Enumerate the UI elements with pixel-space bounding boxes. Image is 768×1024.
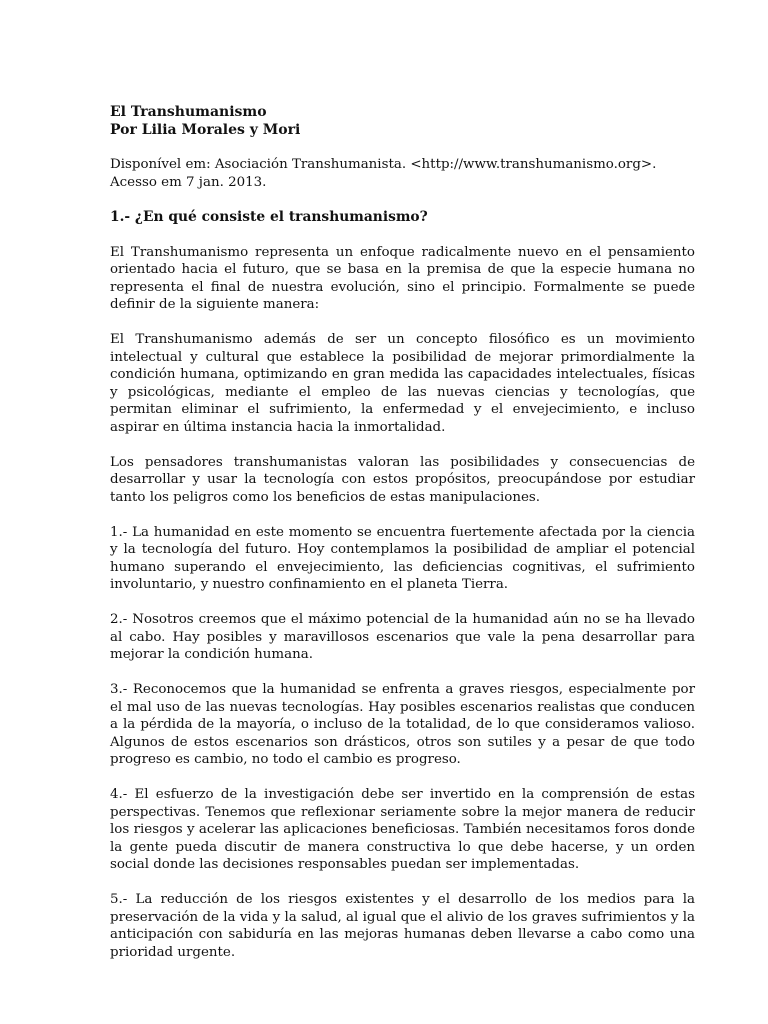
document-page <box>110 104 695 979</box>
paragraph-thinkers: Los pensadores transhumanistas valoran las posibilidades y consecuencias de desarrollar y usar la tecnología con estos propósitos, preocupándose por estudiar tanto los peligros como los beneficios de estas manipulaciones. <box>110 454 695 505</box>
paragraph-point-3: 3.- Reconocemos que la humanidad se enfrenta a graves riesgos, especialmente por el mal uso de las nuevas tecnologías. Hay posibles escenarios realistas que conducen a la pérdida de la mayoría, o incluso de la totalidad, de lo que consideramos valioso. Algunos de estos escenarios son drásticos, otros son sutiles y a pesar de que todo progreso es cambio, no todo el cambio es progreso. <box>110 682 695 767</box>
source-citation: Disponível em: Asociación Transhumanista. <http://www.transhumanismo.org>. Acesso em 7 jan. 2013. <box>110 157 657 190</box>
paragraph-definition: El Transhumanismo además de ser un concepto filosófico es un movimiento intelectual y cultural que establece la posibilidad de mejorar primordialmente la condición humana, optimizando en gran medida las capacidades intelectuales, físicas y psicológicas, mediante el empleo de las nuevas ciencias y tecnologías, que permitan eliminar el sufrimiento, la enfermedad y el envejecimiento, e incluso aspirar en última instancia hacia la inmortalidad. <box>110 332 695 435</box>
paragraph-point-2: 2.- Nosotros creemos que el máximo potencial de la humanidad aún no se ha llevado al cabo. Hay posibles y maravillosos escenarios que vale la pena desarrollar para mejorar la condición humana. <box>110 612 695 662</box>
document-title: El Transhumanismo <box>110 104 267 120</box>
paragraph-intro: El Transhumanismo representa un enfoque radicalmente nuevo en el pensamiento orientado hacia el futuro, que se basa en la premisa de que la especie humana no representa el final de nuestra evolución, sino el principio. Formalmente se puede definir de la siguiente manera: <box>110 244 695 312</box>
paragraph-point-5: 5.- La reducción de los riesgos existentes y el desarrollo de los medios para la preservación de la vida y la salud, al igual que el alivio de los graves sufrimientos y la anticipación con sabiduría en las mejoras humanas deben llevarse a cabo como una prioridad urgente. <box>110 892 695 960</box>
document-author: Por Lilia Morales y Mori <box>110 121 301 138</box>
paragraph-point-1: 1.- La humanidad en este momento se encuentra fuertemente afectada por la ciencia y la tecnología del futuro. Hoy contemplamos la posibilidad de ampliar el potencial humano superando el envejecimiento, las deficiencias cognitivas, el sufrimiento involuntario, y nuestro confinamiento en el planeta Tierra. <box>110 524 695 592</box>
title-block <box>110 104 695 139</box>
paragraph-point-4: 4.- El esfuerzo de la investigación debe ser invertido en la comprensión de estas perspectivas. Tenemos que reflexionar seriamente sobre la mejor manera de reducir los riesgos y acelerar las aplicaciones beneficiosas. También necesitamos foros donde la gente pueda discutir de manera constructiva lo que debe hacerse, y un orden social donde las decisiones responsables puedan ser implementadas. <box>110 787 695 872</box>
section-heading: 1.- ¿En qué consiste el transhumanismo? <box>110 208 428 225</box>
